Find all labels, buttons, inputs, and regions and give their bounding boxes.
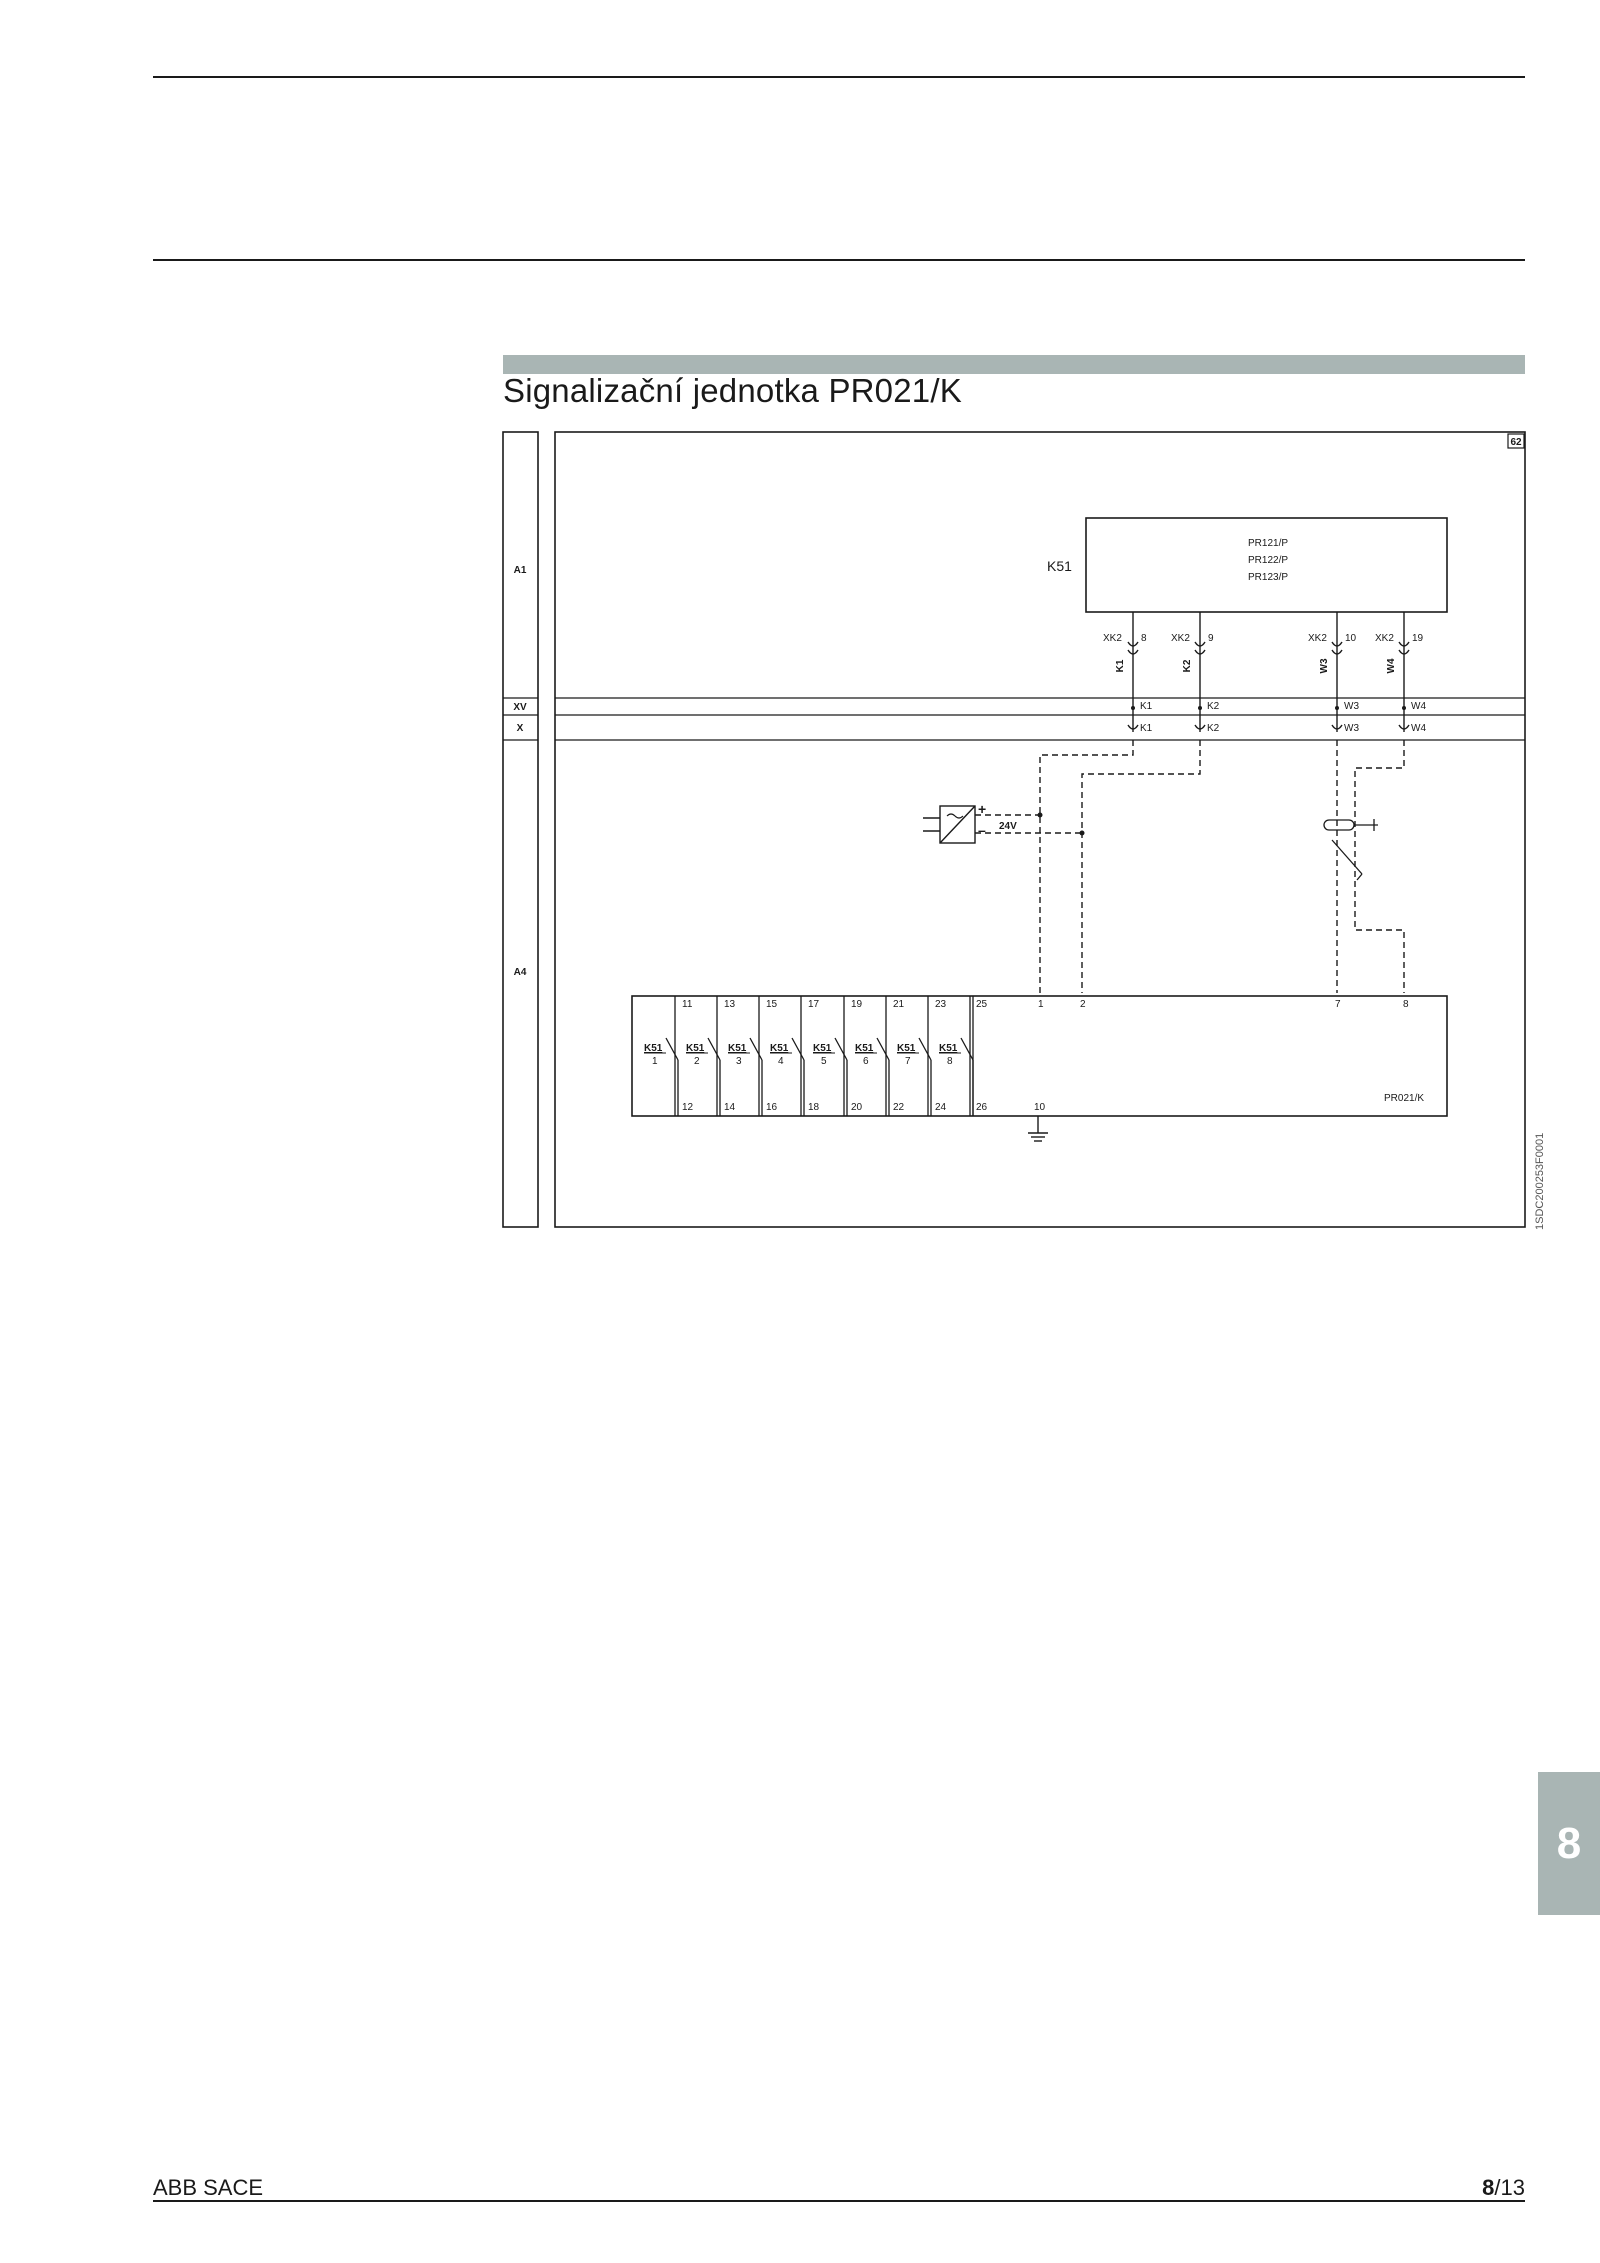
pin-number-4: 19: [1412, 633, 1424, 644]
terminal-x-1: K1: [1140, 723, 1153, 734]
relay-contact: [728, 996, 762, 1116]
footer-brand: ABB SACE: [153, 2175, 264, 2200]
footer-page-current: 8: [1482, 2175, 1495, 2200]
unit-top-terminal: 19: [851, 999, 863, 1010]
field-wiring: [975, 740, 1404, 993]
section-title: Signalizační jednotka PR021/K: [503, 372, 962, 409]
relay-contact-number: 8: [947, 1056, 953, 1067]
unit-bottom-terminal: 16: [766, 1102, 778, 1113]
terminal-x-2: K2: [1207, 723, 1220, 734]
unit-bottom-terminal: 14: [724, 1102, 736, 1113]
wire-label-1: K1: [1115, 659, 1126, 673]
footer-page-total: /13: [1494, 2175, 1525, 2200]
unit-top-terminal: 25: [976, 999, 988, 1010]
connector-plugs: [1128, 642, 1409, 729]
unit-bottom-terminal: 10: [1034, 1102, 1046, 1113]
relay-contact-number: 6: [863, 1056, 869, 1067]
trip-unit-model-2: PR122/P: [1248, 555, 1289, 566]
ground-icon: [1028, 1116, 1048, 1141]
unit-bottom-terminal: 22: [893, 1102, 905, 1113]
relay-contact: [855, 996, 889, 1116]
relay-contact-tag: K51: [728, 1043, 747, 1054]
unit-name: PR021/K: [1384, 1093, 1425, 1104]
relay-contact-number: 1: [652, 1056, 658, 1067]
relay-contact-tag: K51: [939, 1043, 958, 1054]
pin-number-2: 9: [1208, 633, 1214, 644]
terminal-x-4: W4: [1411, 723, 1426, 734]
relay-contact: [686, 996, 720, 1116]
terminal-xv-3: W3: [1344, 701, 1359, 712]
relay-contact-number: 5: [821, 1056, 827, 1067]
unit-top-terminal: 1: [1038, 999, 1044, 1010]
relay-contact: [813, 996, 847, 1116]
unit-bottom-terminal: 18: [808, 1102, 820, 1113]
unit-top-terminal: 8: [1403, 999, 1409, 1010]
relay-contact-tag: K51: [686, 1043, 705, 1054]
relay-contact: [644, 996, 678, 1116]
trip-unit-tag: K51: [1047, 558, 1072, 574]
pin-connector-2: XK2: [1171, 633, 1190, 644]
unit-top-terminal: 7: [1335, 999, 1341, 1010]
relay-contact-tag: K51: [644, 1043, 663, 1054]
wire-label-3: W3: [1319, 658, 1330, 674]
relay-contact-tag: K51: [897, 1043, 916, 1054]
supply-minus: –: [978, 822, 986, 838]
unit-top-terminal: 2: [1080, 999, 1086, 1010]
unit-top-terminal: 21: [893, 999, 905, 1010]
unit-bottom-terminal: 26: [976, 1102, 988, 1113]
pin-number-3: 10: [1345, 633, 1357, 644]
row-label-a4: A4: [513, 967, 527, 978]
pin-connector-3: XK2: [1308, 633, 1327, 644]
sheet-ref: 62: [1510, 437, 1522, 448]
relay-contact-number: 7: [905, 1056, 911, 1067]
unit-top-terminal: 23: [935, 999, 947, 1010]
relay-contact: [939, 996, 973, 1116]
wire-label-4: W4: [1386, 658, 1397, 674]
terminal-x-3: W3: [1344, 723, 1359, 734]
unit-top-terminal: 11: [682, 999, 693, 1010]
terminal-xv-2: K2: [1207, 701, 1220, 712]
unit-top-terminal: 17: [808, 999, 820, 1010]
sensor-symbol: [1324, 819, 1378, 880]
row-label-xv: XV: [513, 702, 527, 713]
power-supply-symbol: [923, 806, 975, 843]
chapter-tab[interactable]: 8: [1538, 1772, 1600, 1915]
trip-unit-model-1: PR121/P: [1248, 538, 1289, 549]
unit-top-terminal: 13: [724, 999, 736, 1010]
unit-bottom-terminal: 20: [851, 1102, 863, 1113]
relay-contact: [770, 996, 804, 1116]
footer-page-number: [1482, 2175, 1525, 2201]
row-label-column: [503, 432, 538, 1227]
wire-label-2: K2: [1182, 659, 1193, 673]
row-label-a1: A1: [513, 565, 527, 576]
drawing-code: 1SDC200253F0001: [1534, 1132, 1546, 1230]
relay-contact-tag: K51: [813, 1043, 832, 1054]
footer-rule: [153, 2200, 1525, 2202]
signalling-unit-box: [632, 996, 1447, 1116]
unit-bottom-terminal: 12: [682, 1102, 694, 1113]
relay-contact-number: 2: [694, 1056, 700, 1067]
relay-contact: [897, 996, 931, 1116]
unit-top-terminal: 15: [766, 999, 778, 1010]
terminal-xv-1: K1: [1140, 701, 1153, 712]
supply-plus: +: [978, 801, 987, 817]
row-label-x: X: [516, 723, 524, 734]
relay-contact-number: 3: [736, 1056, 742, 1067]
terminal-xv-4: W4: [1411, 701, 1426, 712]
unit-bottom-terminal: 24: [935, 1102, 947, 1113]
relay-contact-tag: K51: [770, 1043, 789, 1054]
pin-number-1: 8: [1141, 633, 1147, 644]
trip-unit-model-3: PR123/P: [1248, 572, 1289, 583]
relay-contact-tag: K51: [855, 1043, 874, 1054]
pin-connector-1: XK2: [1103, 633, 1122, 644]
relay-contact-number: 4: [778, 1056, 784, 1067]
pin-connector-4: XK2: [1375, 633, 1394, 644]
supply-voltage: 24V: [999, 821, 1017, 832]
